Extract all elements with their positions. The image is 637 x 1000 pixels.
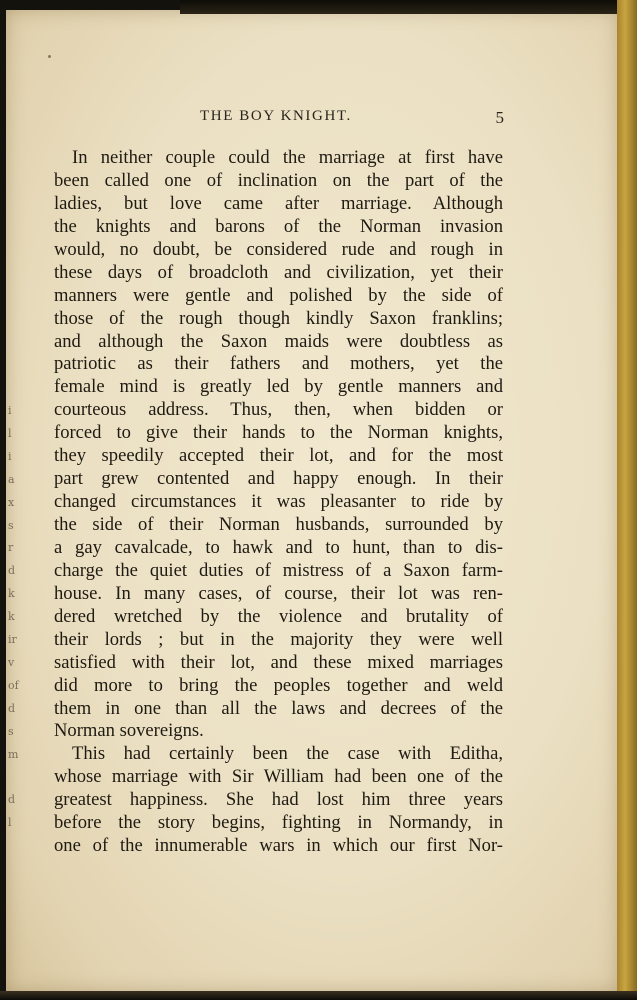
text-line: greatest happiness. She had lost him three years <box>54 789 503 811</box>
bleed-glyph: i <box>8 449 12 463</box>
text-line: manners were gentle and polished by the side of <box>54 284 503 306</box>
text-line: changed circumstances it was pleasanter to ride by <box>54 491 503 513</box>
text-line: In neither couple could the marriage at first have <box>72 147 503 168</box>
text-line: would, no doubt, be considered rude and rough in <box>54 238 503 260</box>
bleed-glyph: a <box>8 472 15 486</box>
text-line: patriotic as their fathers and mothers, yet the <box>54 353 503 375</box>
facing-page-bleed <box>8 400 22 880</box>
running-head <box>52 108 504 132</box>
bleed-glyph: l <box>8 426 12 440</box>
text-line: This had certainly been the case with Editha, <box>72 743 503 765</box>
bleed-glyph: v <box>8 655 15 669</box>
bleed-glyph: s <box>8 518 14 532</box>
text-line: charge the quiet duties of mistress of a Saxon farm- <box>54 559 503 581</box>
body-text <box>54 147 503 858</box>
text-line: been called one of inclination on the part of the <box>54 169 503 191</box>
text-line: did more to bring the peoples together and weld <box>54 674 503 696</box>
text-line: before the story begins, fighting in Normandy, in <box>54 812 503 834</box>
bleed-glyph: r <box>8 541 14 555</box>
page-number: 5 <box>495 108 504 127</box>
text-line: a gay cavalcade, to hawk and to hunt, than to dis- <box>54 536 503 558</box>
text-line: forced to give their hands to the Norman knights, <box>54 422 503 444</box>
bleed-glyph: d <box>8 564 16 578</box>
text-line: dered wretched by the violence and brutality of <box>54 605 503 627</box>
text-line: Norman sovereigns. <box>54 720 204 742</box>
top-shadow-edge <box>180 0 637 14</box>
text-line: and although the Saxon maids were doubtless as <box>54 330 503 352</box>
text-line: those of the rough though kindly Saxon franklins; <box>54 307 503 329</box>
text-line: them in one than all the laws and decrees of the <box>54 697 503 719</box>
text-line: female mind is greatly led by gentle manners and <box>54 376 503 398</box>
text-line: whose marriage with Sir William had been one of the <box>54 766 503 788</box>
text-line: house. In many cases, of course, their lot was ren- <box>54 582 503 604</box>
bleed-glyph: s <box>8 724 14 738</box>
running-head-title: THE BOY KNIGHT. <box>200 108 352 124</box>
bleed-glyph: i <box>8 404 12 417</box>
bleed-glyph: x <box>8 495 15 509</box>
bleed-glyph: d <box>8 701 16 715</box>
bleed-glyph: k <box>8 610 15 624</box>
bleed-glyph: of <box>8 678 19 692</box>
bleed-glyph: k <box>8 587 15 601</box>
text-line: courteous address. Thus, then, when bidden or <box>54 399 503 421</box>
text-line: part grew contented and happy enough. In their <box>54 468 503 490</box>
bleed-glyph <box>8 767 22 790</box>
text-line: ladies, but love came after marriage. Although <box>54 192 503 214</box>
text-line: their lords ; but in the majority they were well <box>54 628 503 650</box>
text-line: these days of broadcloth and civilization, yet their <box>54 261 503 283</box>
gilt-page-edge <box>617 0 637 1000</box>
paper-speck <box>48 55 51 58</box>
bleed-glyph: ir <box>8 633 17 647</box>
text-line: satisfied with their lot, and these mixed marriages <box>54 651 503 673</box>
bleed-glyph: d <box>8 793 16 807</box>
text-line: one of the innumerable wars in which our first Nor- <box>54 835 503 857</box>
bleed-glyph: l <box>8 816 12 830</box>
bottom-shadow-edge <box>0 991 637 1000</box>
text-line: they speedily accepted their lot, and for the most <box>54 445 503 467</box>
bleed-glyph: m <box>8 747 19 761</box>
text-line: the knights and barons of the Norman invasion <box>54 215 503 237</box>
text-line: the side of their Norman husbands, surrounded by <box>54 514 503 535</box>
